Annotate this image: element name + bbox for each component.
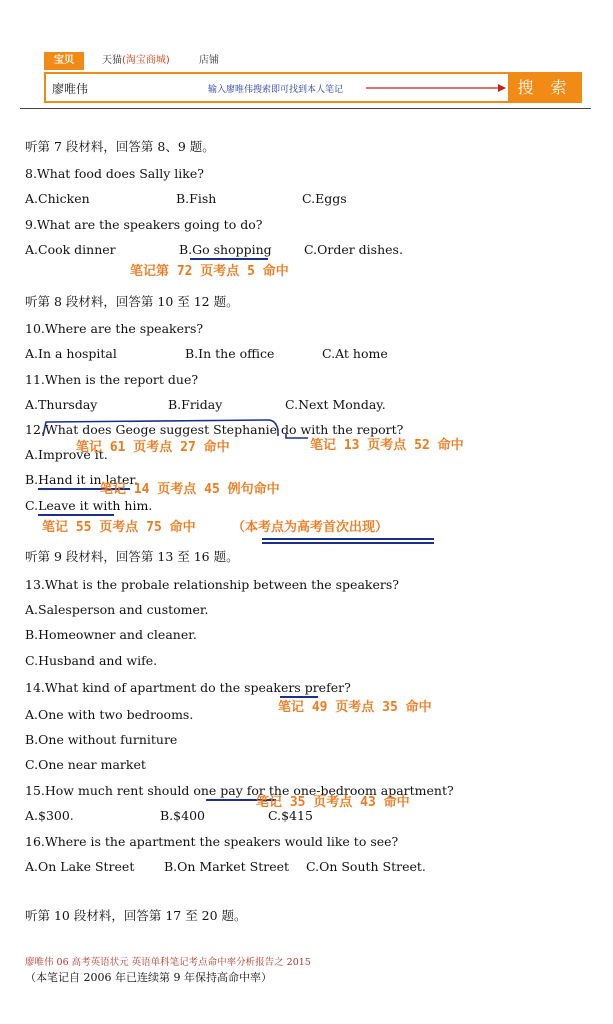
bracket-annotation bbox=[40, 414, 310, 440]
section-9-heading: 听第 9 段材料，回答第 13 至 16 题。 bbox=[25, 549, 239, 564]
note-5b: （本考点为高考首次出现） bbox=[232, 520, 389, 535]
note-6: 笔记 49 页考点 35 命中 bbox=[278, 700, 432, 715]
underline-first-time-2 bbox=[262, 542, 434, 544]
q12-option-b: B.Hand it in later. bbox=[25, 472, 139, 487]
note-5a: 笔记 55 页考点 75 命中 bbox=[42, 520, 196, 535]
section-10-heading: 听第 10 段材料，回答第 17 至 20 题。 bbox=[25, 908, 247, 923]
note-1: 笔记第 72 页考点 5 命中 bbox=[130, 264, 289, 279]
q14-option-c: C.One near market bbox=[25, 757, 146, 772]
underline-first-time bbox=[262, 538, 434, 540]
q14-option-a: A.One with two bedrooms. bbox=[25, 707, 194, 722]
note-7: 笔记 35 页考点 43 命中 bbox=[256, 795, 410, 810]
q9-option-a: A.Cook dinner bbox=[25, 242, 116, 257]
q11-option-c: C.Next Monday. bbox=[285, 397, 386, 412]
question-14: 14.What kind of apartment do the speakers prefer? bbox=[25, 680, 351, 695]
section-8-heading: 听第 8 段材料，回答第 10 至 12 题。 bbox=[25, 294, 239, 309]
q11-option-b: B.Friday bbox=[168, 397, 223, 412]
q9-option-c: C.Order dishes. bbox=[304, 242, 403, 257]
question-15: 15.How much rent should one pay for the one-bedroom apartment? bbox=[25, 783, 454, 798]
q14-option-b: B.One without furniture bbox=[25, 732, 178, 747]
search-button[interactable]: 搜 索 bbox=[508, 72, 582, 103]
search-input[interactable]: 廖唯伟 bbox=[52, 82, 89, 96]
q15-option-c: C.$415 bbox=[268, 808, 313, 823]
q16-option-c: C.On South Street. bbox=[306, 859, 426, 874]
underline-go-shopping bbox=[190, 258, 268, 260]
question-9: 9.What are the speakers going to do? bbox=[25, 217, 263, 232]
note-2: 笔记 61 页考点 27 命中 bbox=[76, 440, 230, 455]
question-16: 16.Where is the apartment the speakers would like to see? bbox=[25, 834, 399, 849]
q13-option-a: A.Salesperson and customer. bbox=[25, 602, 209, 617]
tab-baobei[interactable]: 宝贝 bbox=[44, 52, 84, 70]
q16-option-b: B.On Market Street bbox=[164, 859, 290, 874]
q13-option-b: B.Homeowner and cleaner. bbox=[25, 627, 197, 642]
arrow-right-icon bbox=[366, 81, 506, 95]
search-hint: 输入廖唯伟搜索即可找到本人笔记 bbox=[208, 85, 344, 95]
q15-option-b: B.$400 bbox=[160, 808, 205, 823]
q8-option-b: B.Fish bbox=[176, 191, 217, 206]
q13-option-c: C.Husband and wife. bbox=[25, 653, 158, 668]
q10-option-c: C.At home bbox=[322, 346, 388, 361]
question-10: 10.Where are the speakers? bbox=[25, 321, 204, 336]
footer-report-title: 廖唯伟 06 高考英语状元 英语单科笔记考点命中率分析报告之 2015 bbox=[25, 957, 311, 968]
question-8: 8.What food does Sally like? bbox=[25, 166, 204, 181]
section-7-heading: 听第 7 段材料，回答第 8、9 题。 bbox=[25, 139, 215, 154]
q11-option-a: A.Thursday bbox=[25, 397, 98, 412]
header-divider bbox=[20, 108, 591, 109]
q15-option-a: A.$300. bbox=[25, 808, 74, 823]
q16-option-a: A.On Lake Street bbox=[25, 859, 135, 874]
question-13: 13.What is the probale relationship between the speakers? bbox=[25, 577, 399, 592]
q8-option-a: A.Chicken bbox=[25, 191, 90, 206]
tab-dianpu[interactable]: 店铺 bbox=[199, 55, 219, 66]
underline-prefer bbox=[280, 696, 318, 698]
q8-option-c: C.Eggs bbox=[302, 191, 347, 206]
tab-tmall-label: 天猫 bbox=[102, 55, 122, 66]
underline-leave-it bbox=[38, 514, 114, 516]
tab-tmall[interactable] bbox=[102, 52, 170, 70]
note-3: 笔记 13 页考点 52 命中 bbox=[310, 438, 464, 453]
question-11: 11.When is the report due? bbox=[25, 372, 199, 387]
search-bar bbox=[44, 72, 580, 103]
question-12: 12.What does Geoge suggest Stephanie do with the report? bbox=[25, 422, 404, 437]
q12-option-c: C.Leave it with him. bbox=[25, 498, 153, 513]
q9-option-b: B.Go shopping bbox=[179, 242, 272, 257]
footer-note: （本笔记自 2006 年已连续第 9 年保持高命中率） bbox=[25, 971, 272, 984]
q10-option-a: A.In a hospital bbox=[25, 346, 117, 361]
q10-option-b: B.In the office bbox=[185, 346, 275, 361]
q12-option-a: A.Improve it. bbox=[25, 447, 108, 462]
tab-tmall-paren: (淘宝商城) bbox=[122, 55, 170, 66]
note-4: 笔记 14 页考点 45 例句命中 bbox=[100, 482, 280, 497]
